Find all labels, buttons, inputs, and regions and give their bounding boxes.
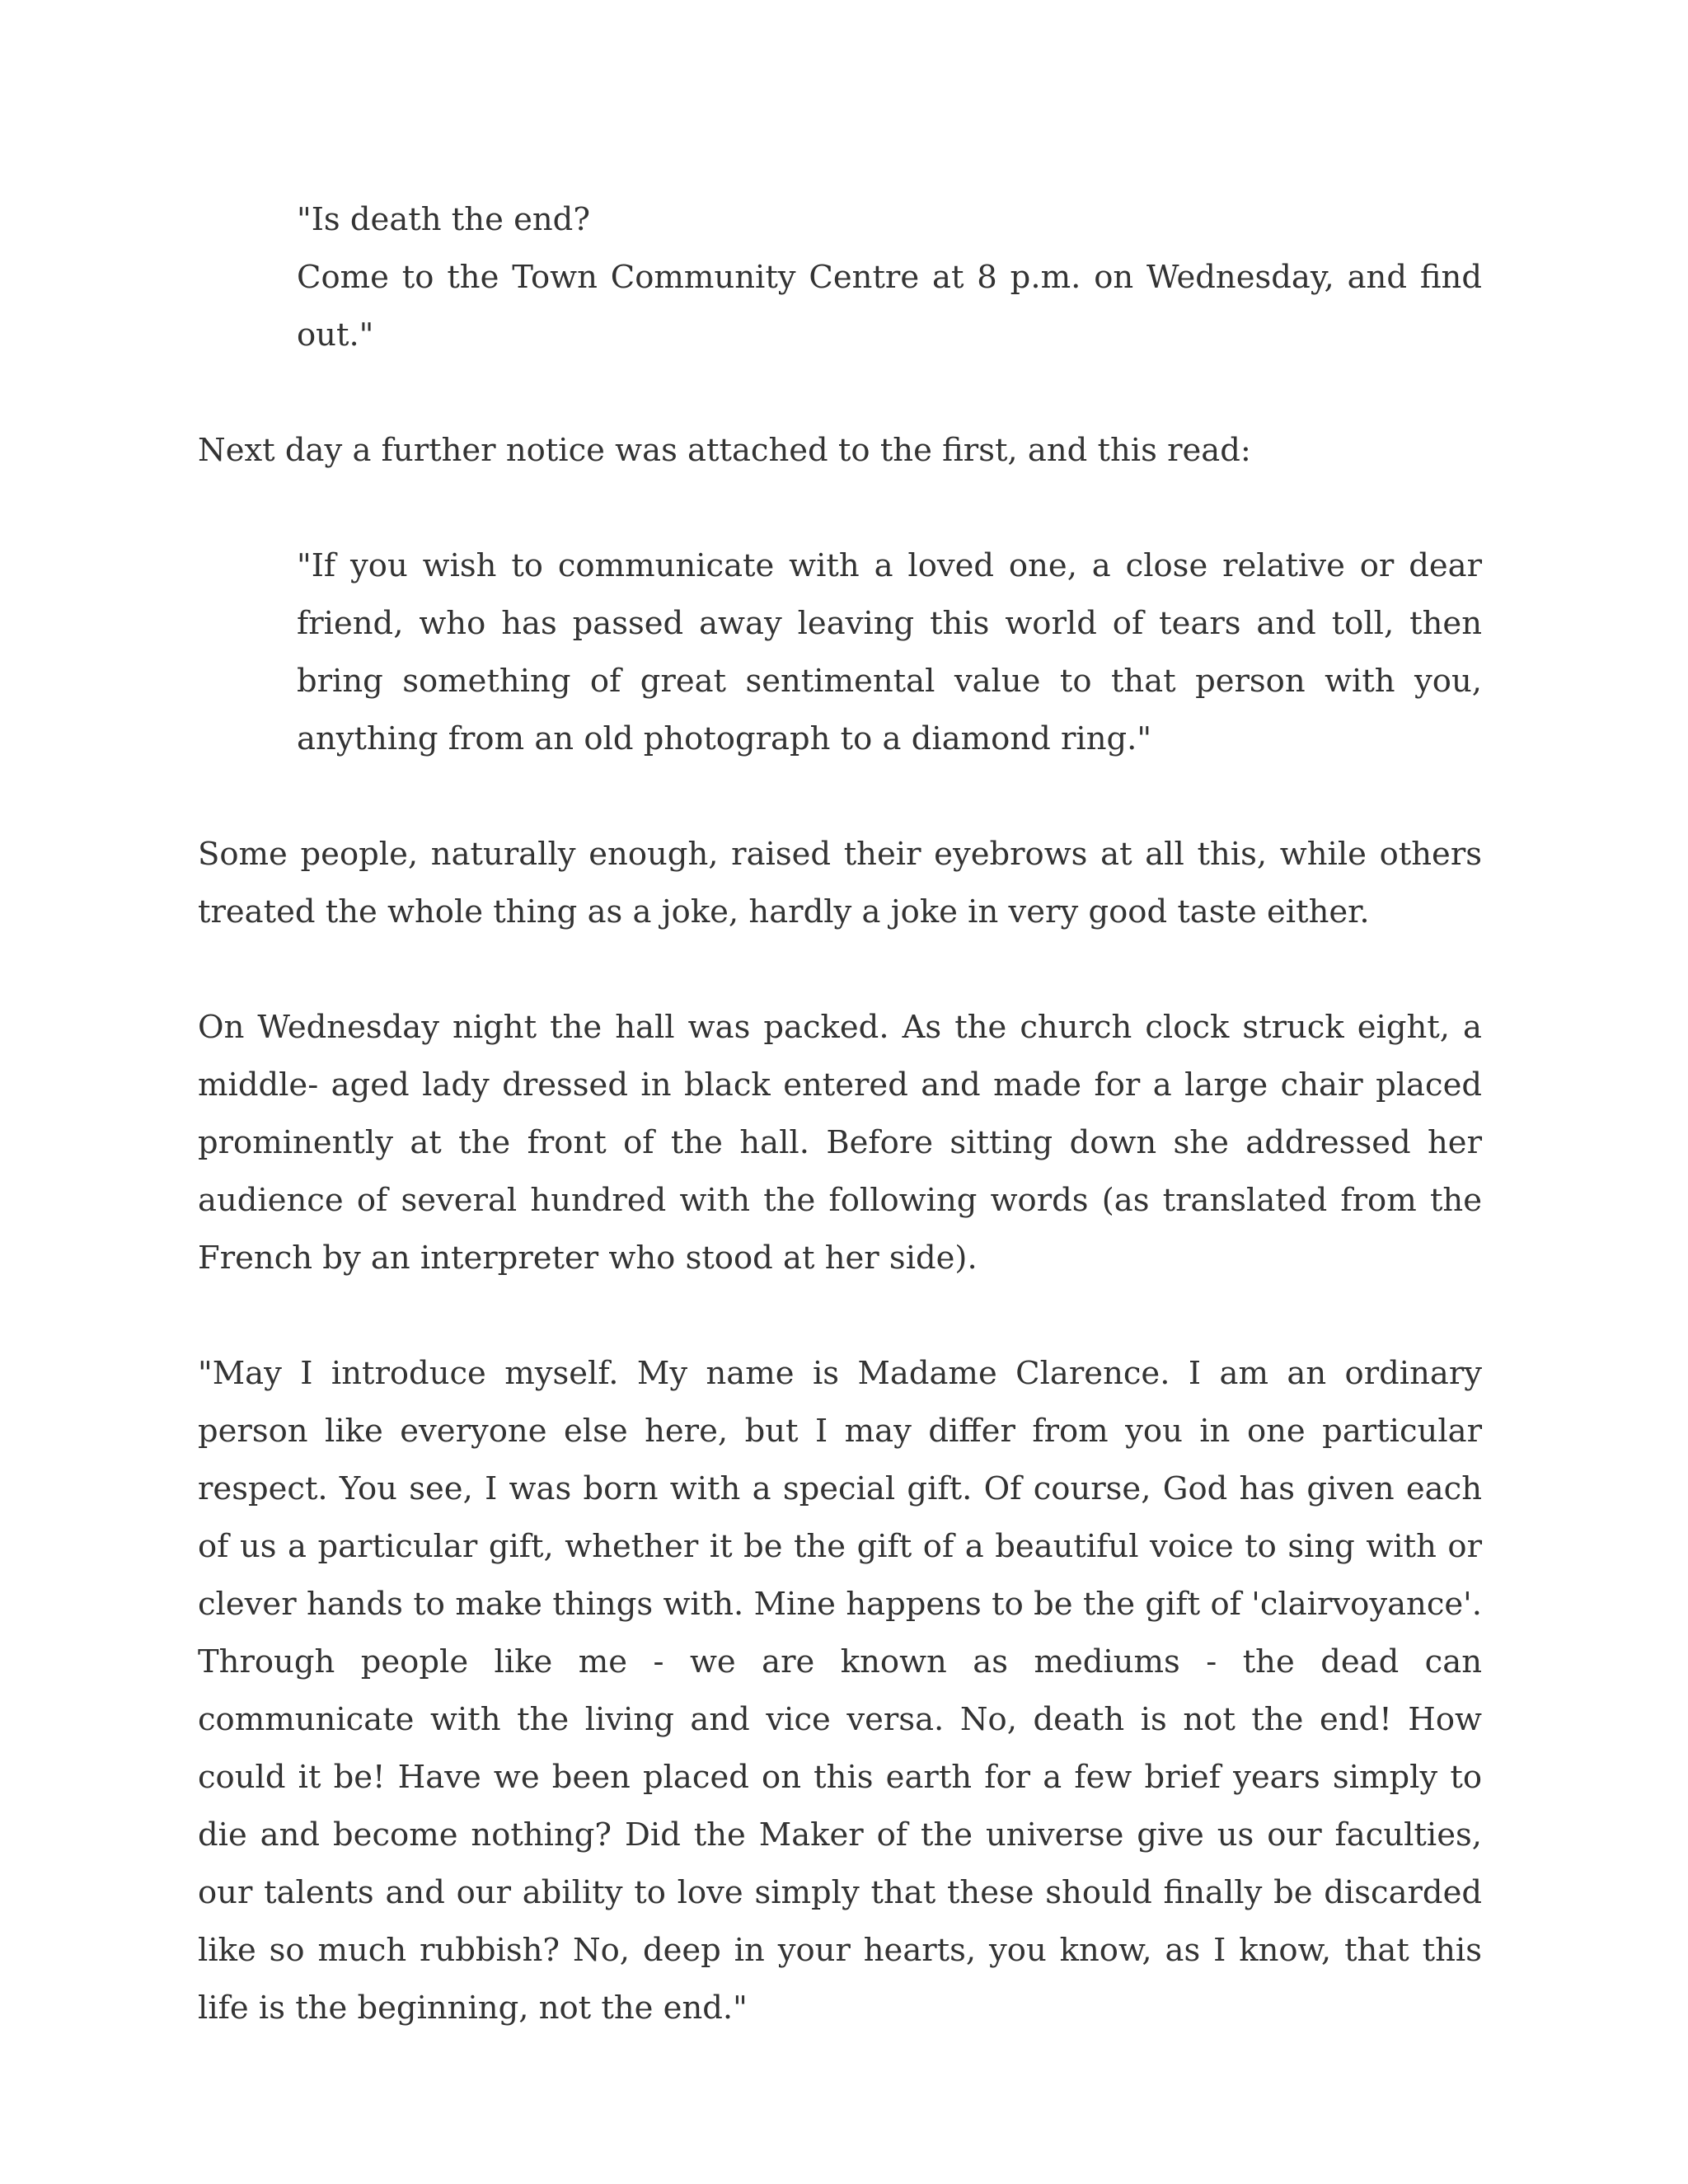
paragraph-wednesday-night: On Wednesday night the hall was packed. As the church clock struck eight, a middle- aged lady dressed in black entered and made for a large chair placed prominently at the front of the hall. Before sitting down she addressed her audience of several hundred with the following words (as translated from the French by an interpreter who stood at her side). [198,1009,1482,1277]
paragraph-reactions: Some people, naturally enough, raised their eyebrows at all this, while others treated the whole thing as a joke, hardly a joke in very good taste either. [198,836,1482,930]
notice-quote-2: "If you wish to communicate with a loved one, a close relative or dear friend, who has passed away leaving this world of tears and toll, then bring something of great sentimental value to that person with you, anything from an old photograph to a diamond ring." [297,547,1482,757]
paragraph-madame-clarence-speech: "May I introduce myself. My name is Madame Clarence. I am an ordinary person like everyone else here, but I may differ from you in one particular respect. You see, I was born with a special gift. Of course, God has given each of us a particular gift, whether it be the gift of a beautiful voice to sing with or clever hands to make things with. Mine happens to be the gift of 'clairvoyance'. Through people like me - we are known as mediums - the dead can communicate with the living and vice versa. No, death is not the end! How could it be! Have we been placed on this earth for a few brief years simply to die and become nothing? Did the Maker of the universe give us our faculties, our talents and our ability to love simply that these should finally be discarded like so much rubbish? No, deep in your hearts, you know, as I know, that this life is the beginning, not the end." [198,1355,1482,2027]
notice-quote-1-line-1: "Is death the end? [297,201,590,238]
paragraph-next-day: Next day a further notice was attached to the first, and this read: [198,432,1251,469]
notice-quote-1 [297,191,1482,364]
notice-quote-1-line-2: Come to the Town Community Centre at 8 p.m. on Wednesday, and find out." [297,259,1482,354]
document-page [198,191,1482,2095]
